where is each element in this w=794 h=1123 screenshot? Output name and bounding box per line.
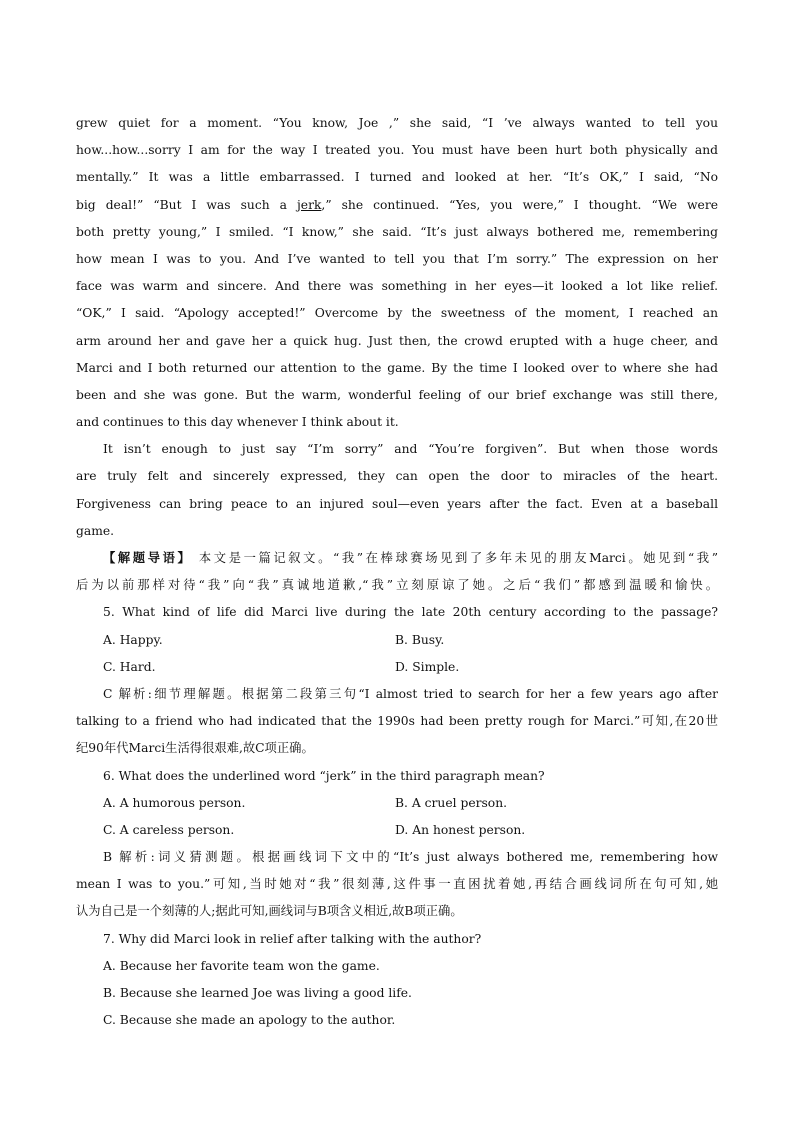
analysis-line: 认为自己是一个刻薄的人;据此可知,画线词与B项含义相近,故B项正确。 (76, 904, 463, 919)
option-row (76, 627, 718, 654)
analysis-line: 纪90年代Marci生活得很艰难,故C项正确。 (76, 741, 314, 756)
option-b: B. Busy. (395, 632, 445, 647)
text-line: mentally.” It was a little embarrassed. I turned and looked at her. “It’s OK,” I said, “No (76, 170, 718, 185)
question-5 (76, 599, 718, 762)
option-b: B. A cruel person. (395, 795, 508, 810)
text-line: how...how...sorry I am for the way I treated you. You must have been hurt both physically and (76, 143, 718, 158)
option-c: C. A careless person. (103, 822, 235, 837)
analysis-line: C 解析:细节理解题。根据第二段第三句“I almost tried to search for her a few years ago after (103, 686, 718, 701)
text-segment: big deal!” (76, 197, 154, 212)
text-line: face was warm and sincere. And there was something in her eyes—it looked a lot like relief. (76, 279, 718, 294)
analysis-line: mean I was to you.”可知,当时她对“我”很刻薄,这件事一直困扰着她,再结合画线词所在句可知,她 (76, 877, 718, 892)
conclusion-paragraph (76, 436, 718, 545)
option-c: C. Because she made an apology to the author. (103, 1013, 396, 1028)
question-text: 5. What kind of life did Marci live during the late 20th century according to the passage? (103, 605, 718, 620)
text-line: arm around her and gave her a quick hug. Just then, the crowd erupted with a huge cheer, and (76, 333, 718, 348)
text-line: both pretty young,” I smiled. “I know,” she said. “It’s just always bothered me, remembering (76, 224, 718, 239)
text-line: grew quiet for a moment. “You know, Joe ,” she said, “I ’ve always wanted to tell you (76, 116, 718, 130)
text-line: game. (76, 523, 115, 538)
option-a: A. A humorous person. (103, 795, 246, 810)
story-paragraph (76, 110, 718, 436)
option-d: D. An honest person. (395, 822, 526, 837)
option-a: A. Because her favorite team won the game. (103, 958, 380, 973)
text-line: how mean I was to you. And I’ve wanted to tell you that I’m sorry.” The expression on her (76, 251, 718, 266)
option-row (76, 817, 718, 844)
text-line: Forgiveness can bring peace to an injured soul—even years after the fact. Even at a baseball (76, 496, 718, 511)
text-line: and continues to this day whenever I think about it. (76, 415, 399, 430)
text-line: It isn’t enough to just say “I’m sorry” and “You’re forgiven”. But when those words (103, 442, 718, 457)
text-segment: “But I was such a (153, 197, 297, 212)
text-line: been and she was gone. But the warm, wonderful feeling of our brief exchange was still there, (76, 387, 718, 402)
question-text: 6. What does the underlined word “jerk” in the third paragraph mean? (103, 768, 545, 783)
option-b: B. Because she learned Joe was living a good life. (103, 986, 412, 1000)
text-segment: ,” she continued. “Yes, you were,” I thought. “We were (321, 197, 718, 212)
analysis-line: B 解析:词义猜测题。根据画线词下文中的“It’s just always bothered me, remembering how (103, 850, 718, 865)
text-line (76, 192, 718, 219)
document-page (76, 110, 718, 1034)
question-7 (76, 926, 718, 1035)
option-a: A. Happy. (103, 632, 163, 647)
option-c: C. Hard. (103, 659, 156, 674)
reading-guide (76, 545, 718, 599)
text-line: are truly felt and sincerely expressed, they can open the door to miracles of the heart. (76, 469, 718, 484)
option-d: D. Simple. (395, 659, 460, 674)
guide-line: 后为以前那样对待“我”向“我”真诚地道歉,“我”立刻原谅了她。之后“我们”都感到温暖和愉快。 (76, 578, 718, 593)
option-row (76, 790, 718, 817)
text-line: “OK,” I said. “Apology accepted!” Overcome by the sweetness of the moment, I reached an (76, 306, 718, 321)
text-line: Marci and I both returned our attention to the game. By the time I looked over to where she had (76, 360, 718, 375)
guide-text: 本文是一篇记叙文。“我”在棒球赛场见到了多年未见的朋友Marci。她见到“我” (198, 551, 718, 565)
analysis-line: talking to a friend who had indicated that the 1990s had been pretty rough for Marci.”可知,在20世 (76, 714, 718, 729)
question-text: 7. Why did Marci look in relief after talking with the author? (103, 931, 482, 946)
guide-label: 【解题导语】 (103, 551, 193, 565)
underlined-word-jerk: jerk (296, 197, 322, 212)
guide-line (76, 545, 718, 572)
question-6 (76, 763, 718, 926)
option-row (76, 654, 718, 681)
